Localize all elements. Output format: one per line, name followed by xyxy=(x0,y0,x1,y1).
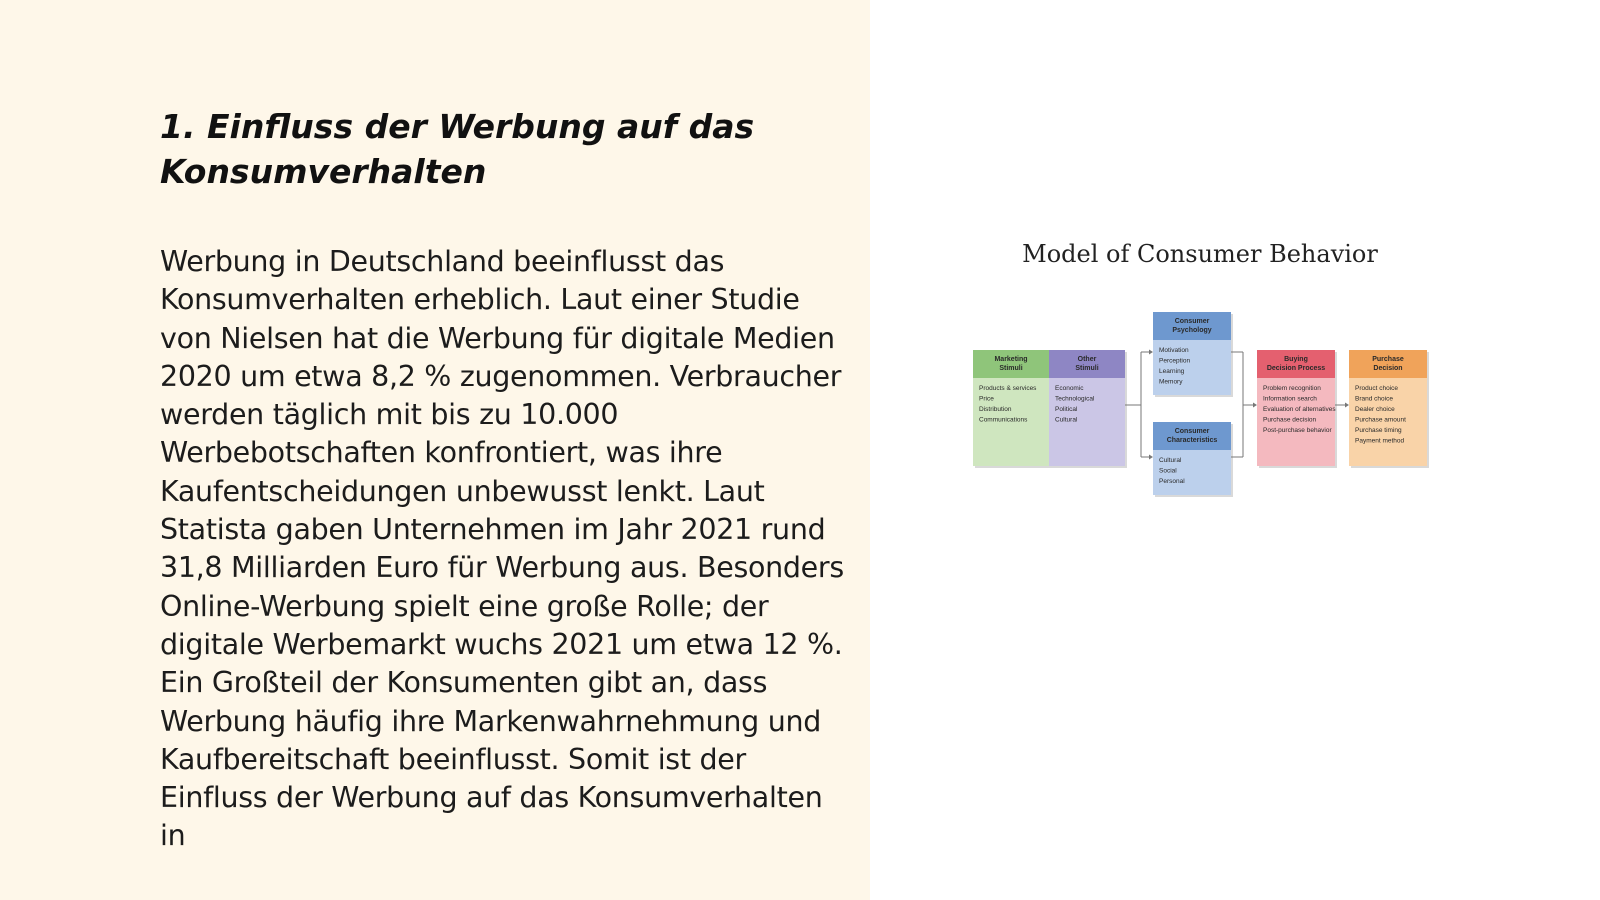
psychology-box-item: Learning xyxy=(1159,368,1185,375)
marketing-box-item: Communications xyxy=(979,416,1028,424)
purchase-box-item: Payment method xyxy=(1355,437,1405,445)
purchase-box-title: Decision xyxy=(1373,365,1403,372)
purchase-box-item: Purchase timing xyxy=(1355,427,1402,434)
psychology-box-title: Psychology xyxy=(1172,327,1212,334)
purchase-box-title: Purchase xyxy=(1372,356,1404,363)
characteristics-box-header xyxy=(1153,422,1231,450)
diagram-title: Model of Consumer Behavior xyxy=(1022,240,1378,268)
slide-body-text: Werbung in Deutschland beeinflusst das Konsumverhalten erheblich. Laut einer Studie von Nielsen hat die Werbung für digitale Medien 2020 um etwa 8,2 % zugenommen. Verbraucher werden täglich mit bis zu 10.000 Werbebotschaften konfrontiert, was ihre Kaufentscheidungen unbewusst lenkt. Laut Statista gaben Unternehmen im Jahr 2021 rund 31,8 Milliarden Euro für Werbung aus. Besonders Online-Werbung spielt eine große Rolle; der digitale Werbemarkt wuchs 2021 um etwa 12 %. Ein Großteil der Konsumenten gibt an, dass Werbung häufig ihre Markenwahrnehmung und Kaufbereitschaft beeinflusst. Somit ist der Einfluss der Werbung auf das Konsumverhalten in xyxy=(160,245,844,853)
arrow-head xyxy=(1149,455,1153,460)
other-box-item: Cultural xyxy=(1055,416,1078,424)
marketing-box-title: Marketing xyxy=(994,356,1028,363)
other-box-title: Stimuli xyxy=(1075,365,1099,372)
buying-box-item: Post-purchase behavior xyxy=(1263,427,1332,434)
psychology-box-header xyxy=(1153,312,1231,340)
psychology-box-item: Motivation xyxy=(1159,347,1189,354)
buying-box-title: Buying xyxy=(1284,356,1308,363)
marketing-box-title: Stimuli xyxy=(999,365,1023,372)
buying-box-item: Problem recognition xyxy=(1263,385,1321,392)
diagram-svg xyxy=(960,230,1440,510)
purchase-box-item: Product choice xyxy=(1355,385,1398,392)
purchase-box-item: Purchase amount xyxy=(1355,416,1406,424)
characteristics-box-title: Characteristics xyxy=(1166,437,1218,444)
marketing-box-item: Products & services xyxy=(979,385,1037,392)
characteristics-box-item: Cultural xyxy=(1159,457,1182,464)
purchase-box-item: Brand choice xyxy=(1355,395,1393,403)
buying-box-item: Evaluation of alternatives xyxy=(1263,406,1336,413)
arrow-head xyxy=(1149,350,1153,355)
buying-box-header xyxy=(1257,350,1335,378)
consumer-behavior-diagram xyxy=(960,230,1440,510)
other-box-item: Technological xyxy=(1055,395,1095,403)
characteristics-box-item: Social xyxy=(1159,467,1177,475)
psychology-box-item: Perception xyxy=(1159,357,1191,365)
other-box-item: Political xyxy=(1055,406,1078,413)
purchase-box-header xyxy=(1349,350,1427,378)
psychology-box-title: Consumer xyxy=(1174,318,1210,325)
slide-title: 1. Einfluss der Werbung auf das Konsumverhalten xyxy=(160,107,755,191)
arrow-head xyxy=(1253,403,1257,408)
characteristics-box-title: Consumer xyxy=(1174,428,1210,435)
arrow-head xyxy=(1345,403,1349,408)
purchase-box-item: Dealer choice xyxy=(1355,406,1395,413)
other-box-header xyxy=(1049,350,1125,378)
marketing-box-header xyxy=(973,350,1049,378)
marketing-box-item: Price xyxy=(979,395,994,403)
characteristics-box-item: Personal xyxy=(1159,478,1185,485)
buying-box-title: Decision Process xyxy=(1266,365,1326,372)
buying-box-item: Information search xyxy=(1263,395,1317,403)
other-box-item: Economic xyxy=(1055,385,1084,392)
marketing-box-item: Distribution xyxy=(979,406,1012,413)
psychology-box-item: Memory xyxy=(1159,378,1183,386)
buying-box-item: Purchase decision xyxy=(1263,416,1317,424)
other-box-title: Other xyxy=(1077,356,1097,363)
